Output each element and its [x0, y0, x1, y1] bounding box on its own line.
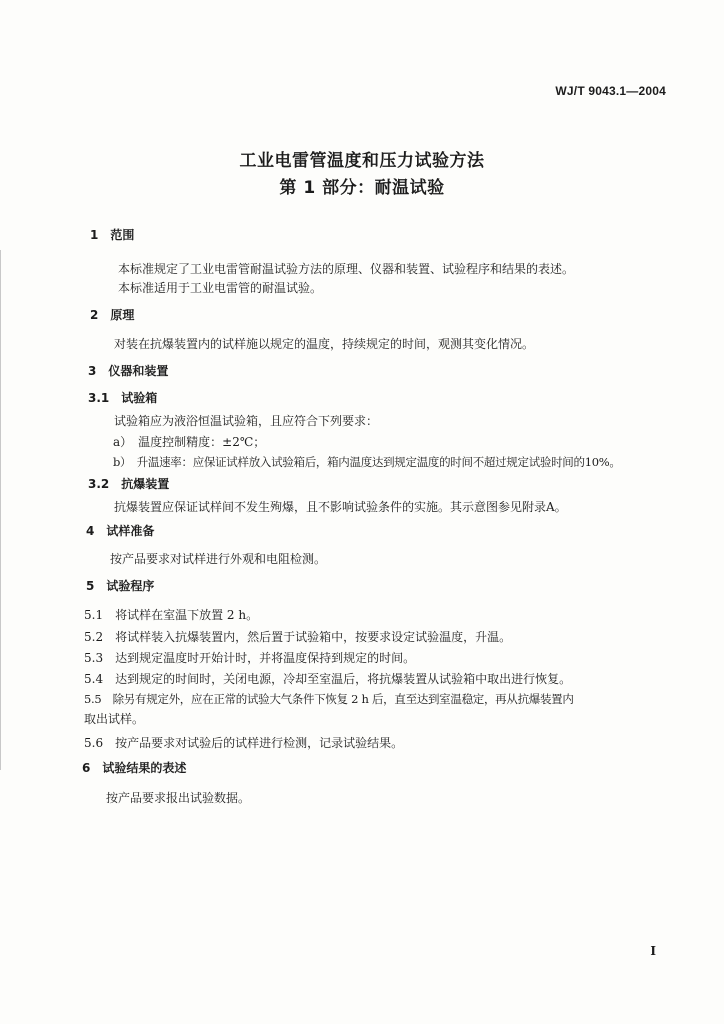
section-3-1-heading: 3.1 试验箱	[88, 391, 158, 405]
section-5-1: 5.1 将试样在室温下放置 2 h。	[84, 608, 259, 622]
section-3-1-item-b: b） 升温速率：应保证试样放入试验箱后，箱内温度达到规定温度的时间不超过规定试验时间的10%。	[113, 455, 621, 469]
section-4-heading: 4 试样准备	[86, 524, 155, 538]
section-2-paragraph-1: 对装在抗爆装置内的试样施以规定的温度，持续规定的时间，观测其变化情况。	[114, 337, 535, 351]
section-2-heading: 2 原理	[90, 308, 135, 322]
section-6-heading: 6 试验结果的表述	[82, 761, 187, 775]
page-number: I	[650, 944, 656, 958]
section-4-paragraph: 按产品要求对试样进行外观和电阻检测。	[110, 552, 327, 566]
scan-edge	[0, 250, 1, 770]
section-1-paragraph-2: 本标准适用于工业电雷管的耐温试验。	[118, 281, 323, 295]
section-3-2-paragraph: 抗爆装置应保证试样间不发生殉爆，且不影响试验条件的实施。其示意图参见附录A。	[114, 500, 567, 514]
section-5-4: 5.4 达到规定的时间时，关闭电源，冷却至室温后，将抗爆装置从试验箱中取出进行恢复。	[84, 672, 572, 686]
section-6-paragraph: 按产品要求报出试验数据。	[106, 791, 251, 805]
section-5-3: 5.3 达到规定温度时开始计时，并将温度保持到规定的时间。	[84, 651, 416, 665]
section-3-1-item-a: a） 温度控制精度：±2℃；	[113, 435, 266, 449]
section-1-heading: 1 范围	[90, 228, 135, 242]
title-line-2: 第 1 部分：耐温试验	[279, 178, 445, 198]
section-1-paragraph-1: 本标准规定了工业电雷管耐温试验方法的原理、仪器和装置、试验程序和结果的表述。	[118, 262, 575, 276]
section-5-6: 5.6 按产品要求对试验后的试样进行检测，记录试验结果。	[84, 736, 404, 750]
section-3-heading: 3 仪器和装置	[88, 364, 169, 378]
section-3-1-paragraph: 试验箱应为液浴恒温试验箱，且应符合下列要求：	[114, 414, 379, 428]
title-line-1: 工业电雷管温度和压力试验方法	[239, 151, 485, 171]
section-5-2: 5.2 将试样装入抗爆装置内，然后置于试验箱中，按要求设定试验温度，升温。	[84, 630, 512, 644]
standard-number: WJ/T 9043.1—2004	[555, 84, 666, 98]
section-5-heading: 5 试验程序	[86, 579, 155, 593]
section-3-2-heading: 3.2 抗爆装置	[88, 477, 170, 491]
section-5-5-line-1: 5.5 除另有规定外，应在正常的试验大气条件下恢复 2 h 后，直至达到室温稳定，再从抗爆装置内	[84, 692, 574, 706]
section-5-5-line-2: 取出试样。	[84, 712, 145, 726]
